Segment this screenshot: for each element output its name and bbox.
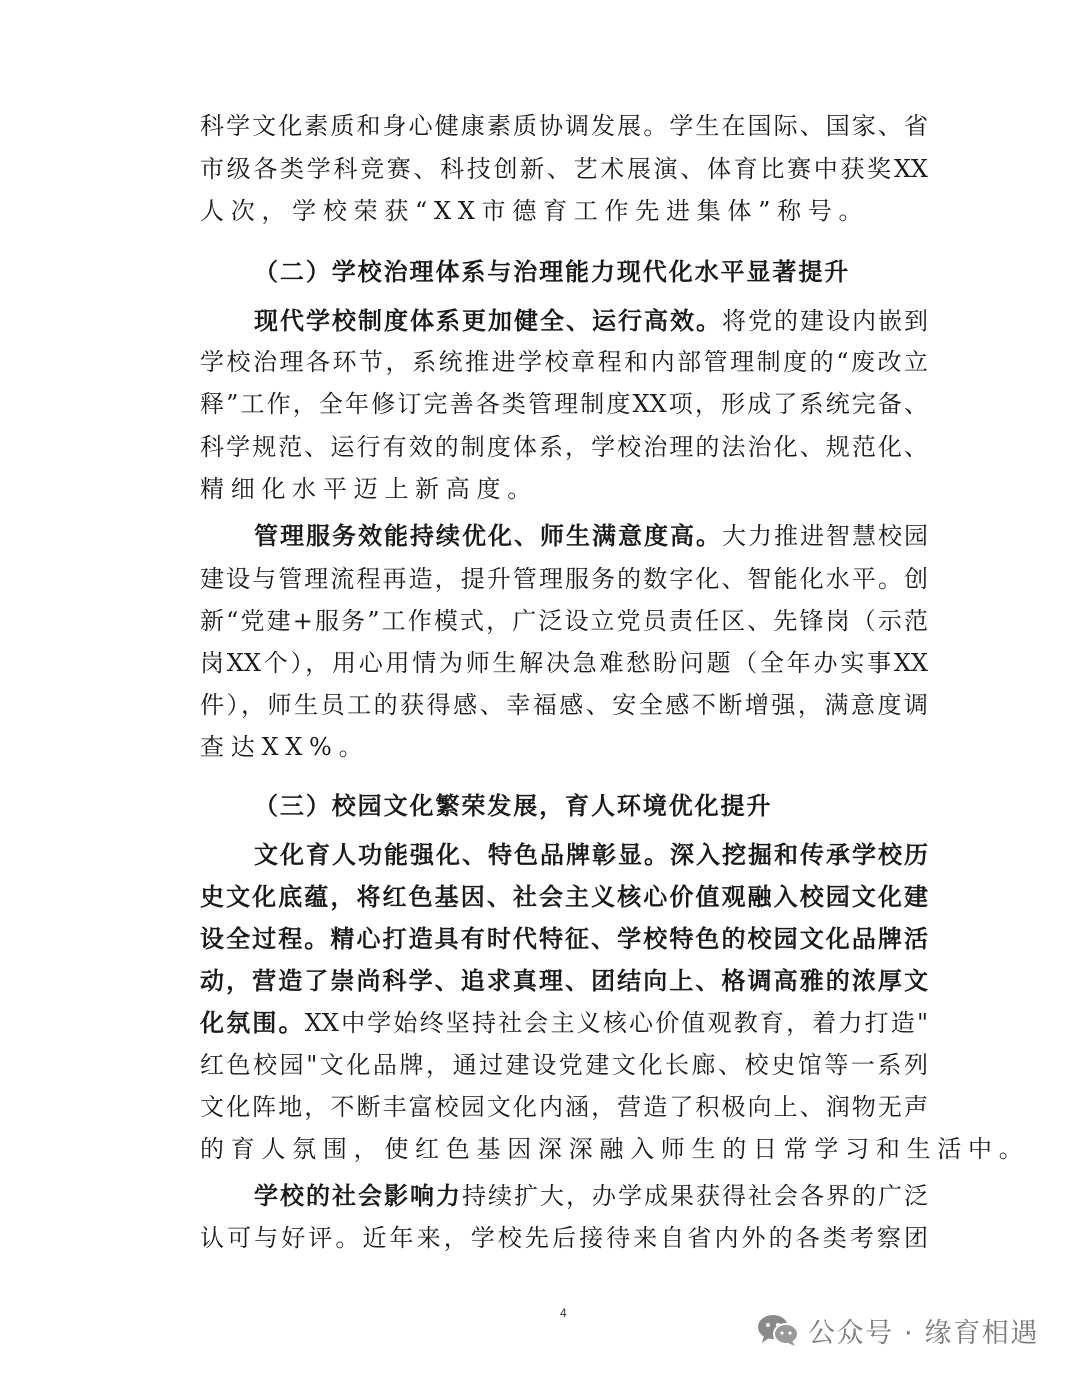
body-line: 释”工作，全年修订完善各类管理制度XX项，形成了系统完备、	[200, 390, 928, 418]
body-text: 大力推进智慧校园	[722, 522, 928, 550]
body-line: 件），师生员工的获得感、幸福感、安全感不断增强，满意度调	[200, 691, 928, 719]
body-line: 学校治理各环节，系统推进学校章程和内部管理制度的“废改立	[200, 348, 928, 376]
body-line: 红色校园"文化品牌，通过建设党建文化长廊、校史馆等一系列	[200, 1051, 928, 1079]
body-line: 新“党建+服务”工作模式，广泛设立党员责任区、先锋岗（示范	[200, 607, 928, 635]
body-text: 持续扩大，办学成果获得社会各界的广泛	[462, 1182, 928, 1210]
watermark-text: 公众号 · 缘育相遇	[808, 1317, 1039, 1349]
body-text: XX中学始终坚持社会主义核心价值观教育，着力打造"	[304, 1009, 929, 1037]
body-line: 科学文化素质和身心健康素质协调发展。学生在国际、国家、省	[200, 112, 928, 140]
body-line: 设全过程。精心打造具有时代特征、学校特色的校园文化品牌活	[200, 924, 928, 953]
body-line	[254, 303, 928, 339]
body-line: 文化阵地，不断丰富校园文化内涵，营造了积极向上、润物无声	[200, 1093, 928, 1121]
body-line: 认可与好评。近年来，学校先后接待来自省内外的各类考察团	[200, 1224, 928, 1252]
section-heading-3: （三）校园文化繁荣发展，育人环境优化提升	[254, 792, 773, 820]
bold-lead: 管理服务效能持续优化、师生满意度高。	[254, 521, 722, 550]
section-heading-2: （二）学校治理体系与治理能力现代化水平显著提升	[254, 258, 851, 286]
body-line	[254, 1178, 928, 1214]
body-line	[200, 1005, 928, 1041]
bold-lead: 现代学校制度体系更加健全、运行高效。	[254, 306, 722, 335]
body-line: 市级各类学科竞赛、科技创新、艺术展演、体育比赛中获奖XX	[200, 155, 928, 183]
page-number: 4	[560, 1306, 567, 1320]
body-text: 将党的建设内嵌到	[722, 307, 928, 335]
body-line: 人次，学校荣获“XX市德育工作先进集体”称号。	[200, 197, 870, 225]
bold-lead: 化氛围。	[200, 1008, 305, 1037]
body-line	[254, 518, 928, 554]
body-line: 动，营造了崇尚科学、追求真理、团结向上、格调高雅的浓厚文	[200, 966, 928, 995]
body-line: 史文化底蕴，将红色基因、社会主义核心价值观融入校园文化建	[200, 882, 928, 911]
body-line: 岗XX个），用心用情为师生解决急难愁盼问题（全年办实事XX	[200, 649, 928, 677]
body-line: 的育人氛围，使红色基因深深融入师生的日常学习和生活中。	[200, 1135, 1030, 1163]
bold-lead: 学校的社会影响力	[254, 1181, 462, 1210]
body-line: 文化育人功能强化、特色品牌彰显。深入挖掘和传承学校历	[254, 840, 928, 869]
body-line: 查达XX%。	[200, 733, 370, 761]
body-line: 精细化水平迈上新高度。	[200, 475, 538, 503]
watermark	[756, 1310, 1039, 1350]
body-line: 科学规范、运行有效的制度体系，学校治理的法治化、规范化、	[200, 433, 928, 461]
body-line: 建设与管理流程再造，提升管理服务的数字化、智能化水平。创	[200, 565, 928, 593]
wechat-icon	[756, 1313, 800, 1347]
